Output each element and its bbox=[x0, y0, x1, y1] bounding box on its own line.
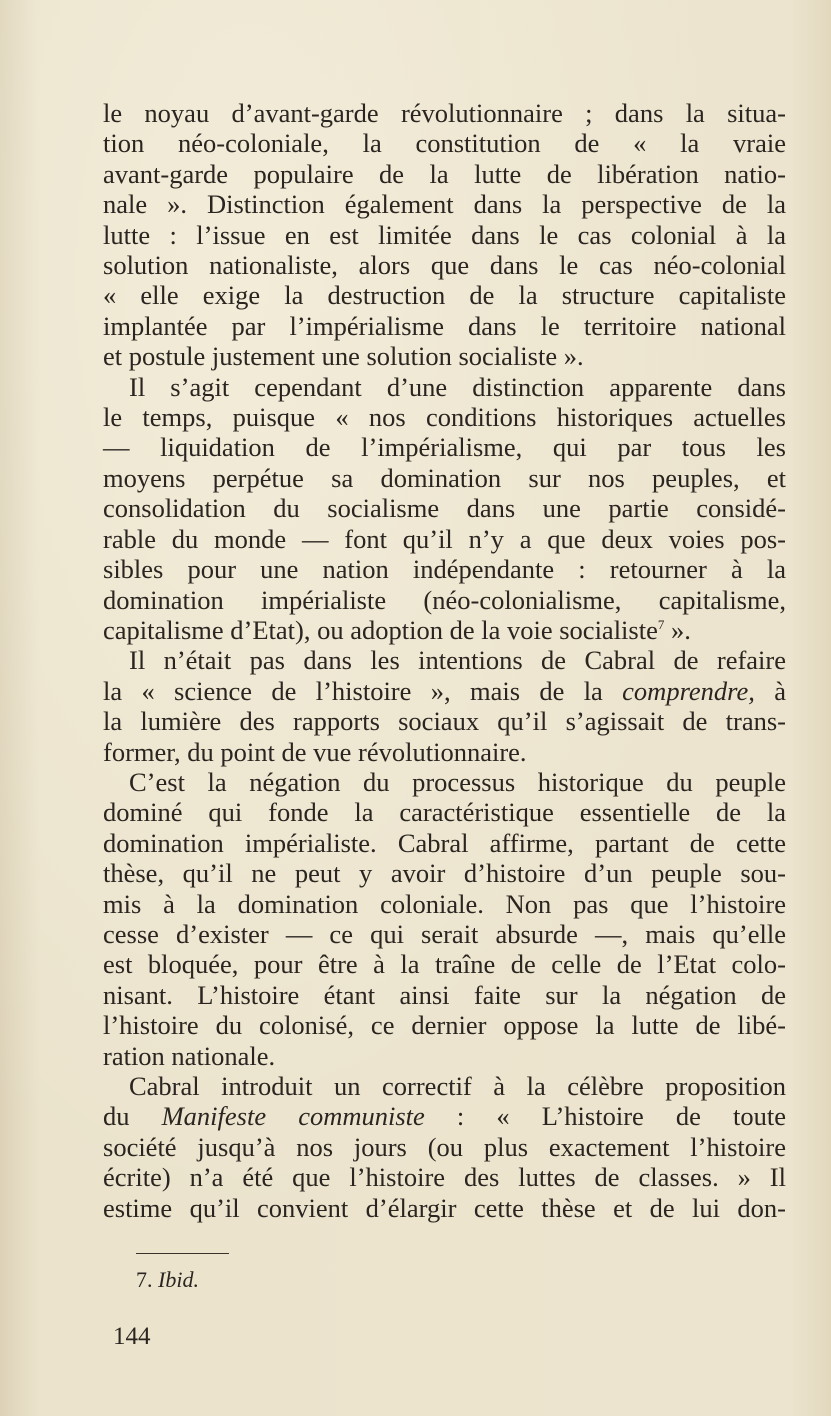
line-text: Il s’agit cependant d’une distinction apparente dans bbox=[129, 371, 786, 402]
text-line bbox=[103, 432, 786, 462]
text-line bbox=[103, 615, 786, 645]
text-line bbox=[103, 676, 786, 706]
line-text: moyens perpétue sa domination sur nos peuples, et bbox=[103, 462, 786, 493]
line-text: le noyau d’avant-garde révolutionnaire ; dans la situa- bbox=[103, 98, 786, 128]
line-text: la « science de l’histoire », mais de la bbox=[103, 675, 623, 706]
line-text: nisant. L’histoire étant ainsi faite sur la négation de bbox=[103, 979, 786, 1010]
text-line bbox=[103, 372, 786, 402]
line-text: rable du monde — font qu’il n’y a que deux voies pos- bbox=[103, 523, 786, 554]
line-text: tion néo-coloniale, la constitution de « la vraie bbox=[103, 128, 786, 159]
line-text: la lumière des rapports sociaux qu’il s’agissait de trans- bbox=[103, 706, 786, 737]
line-text: cesse d’exister — ce qui serait absurde —, mais qu’elle bbox=[103, 918, 786, 949]
line-text: Il n’était pas dans les intentions de Cabral de refaire bbox=[129, 645, 786, 676]
text-line bbox=[103, 980, 786, 1010]
text-line bbox=[103, 1132, 786, 1162]
footnote bbox=[136, 1267, 199, 1293]
text-line bbox=[103, 706, 786, 736]
text-line bbox=[103, 645, 786, 675]
footnote-number: 7. bbox=[136, 1267, 153, 1292]
line-text: implantée par l’impérialisme dans le territoire national bbox=[103, 310, 786, 341]
text-line bbox=[103, 1162, 786, 1192]
text-line bbox=[103, 1071, 786, 1101]
text-line bbox=[103, 159, 786, 189]
line-text: lutte : l’issue en est limitée dans le cas colonial à la bbox=[103, 219, 786, 250]
text-line bbox=[103, 98, 786, 128]
line-text: C’est la négation du processus historique du peuple bbox=[129, 766, 786, 797]
line-text: le temps, puisque « nos conditions historiques actuelles bbox=[103, 402, 786, 433]
text-line bbox=[103, 858, 786, 888]
italic-text: comprendre, bbox=[622, 675, 755, 706]
line-text: écrite) n’a été que l’histoire des luttes de classes. » Il bbox=[103, 1162, 786, 1193]
text-line bbox=[103, 220, 786, 250]
text-line bbox=[103, 585, 786, 615]
line-text: thèse, qu’il ne peut y avoir d’histoire d’un peuple sou- bbox=[103, 858, 786, 889]
text-line bbox=[103, 128, 786, 158]
text-line bbox=[103, 949, 786, 979]
page-number: 144 bbox=[113, 1323, 151, 1350]
text-line bbox=[103, 250, 786, 280]
text-line bbox=[103, 493, 786, 523]
line-text: mis à la domination coloniale. Non pas que l’histoire bbox=[103, 888, 786, 919]
text-line bbox=[103, 1041, 786, 1071]
body-text bbox=[103, 98, 786, 1223]
line-text: est bloquée, pour être à la traîne de celle de l’Etat colo- bbox=[103, 949, 786, 980]
line-text: capitalisme d’Etat), ou adoption de la voie socialiste bbox=[103, 614, 658, 645]
text-line bbox=[103, 1010, 786, 1040]
text-line bbox=[103, 828, 786, 858]
line-text: ». bbox=[664, 614, 691, 645]
line-text: consolidation du socialisme dans une partie considé- bbox=[103, 493, 786, 524]
text-line bbox=[103, 280, 786, 310]
line-text: domination impérialiste. Cabral affirme, partant de cette bbox=[103, 827, 786, 858]
line-text: avant-garde populaire de la lutte de libération natio- bbox=[103, 158, 786, 189]
line-text: nale ». Distinction également dans la perspective de la bbox=[103, 189, 786, 220]
text-line bbox=[103, 797, 786, 827]
text-line bbox=[103, 1101, 786, 1131]
line-text: du bbox=[103, 1101, 162, 1132]
line-text: dominé qui fonde la caractéristique essentielle de la bbox=[103, 797, 786, 828]
text-line bbox=[103, 463, 786, 493]
line-text: à bbox=[754, 675, 786, 706]
footnote-divider bbox=[136, 1253, 229, 1254]
text-line bbox=[103, 341, 786, 371]
text-line bbox=[103, 889, 786, 919]
text-line bbox=[103, 554, 786, 584]
text-line bbox=[103, 311, 786, 341]
line-text: estime qu’il convient d’élargir cette thèse et de lui don- bbox=[103, 1192, 786, 1223]
text-line bbox=[103, 524, 786, 554]
italic-text: Manifeste communiste bbox=[161, 1101, 425, 1132]
line-text: « elle exige la destruction de la structure capitaliste bbox=[103, 280, 786, 311]
line-text: : « L’histoire de toute bbox=[424, 1101, 787, 1132]
text-line bbox=[103, 737, 786, 767]
line-text: sibles pour une nation indépendante : retourner à la bbox=[103, 554, 786, 585]
line-text: Cabral introduit un correctif à la célèbre proposition bbox=[129, 1071, 786, 1101]
text-line bbox=[103, 767, 786, 797]
footnote-text: Ibid. bbox=[158, 1267, 199, 1292]
line-text: et postule justement une solution socialiste ». bbox=[103, 341, 584, 372]
line-text: former, du point de vue révolutionnaire. bbox=[103, 736, 527, 767]
line-text: — liquidation de l’impérialisme, qui par tous les bbox=[103, 432, 786, 463]
line-text: domination impérialiste (néo-colonialisme, capitalisme, bbox=[103, 584, 786, 615]
text-line bbox=[103, 402, 786, 432]
text-line bbox=[103, 1193, 786, 1223]
footnote-reference: 7 bbox=[657, 616, 665, 632]
line-text: l’histoire du colonisé, ce dernier oppose la lutte de libé- bbox=[103, 1010, 786, 1041]
line-text: solution nationaliste, alors que dans le cas néo-colonial bbox=[103, 250, 786, 281]
text-line bbox=[103, 919, 786, 949]
line-text: ration nationale. bbox=[103, 1040, 276, 1071]
text-line bbox=[103, 189, 786, 219]
line-text: société jusqu’à nos jours (ou plus exactement l’histoire bbox=[103, 1131, 786, 1162]
